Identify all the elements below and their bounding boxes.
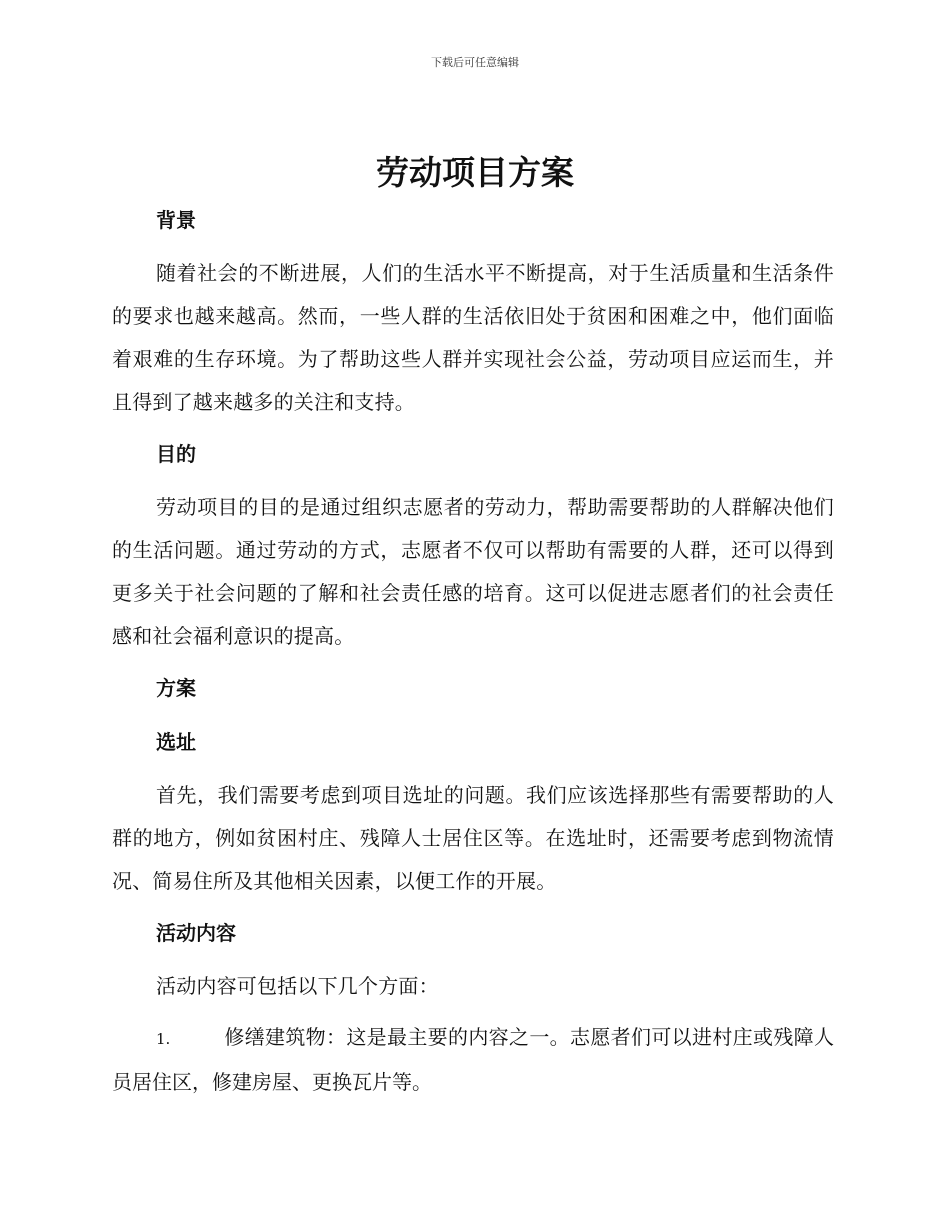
paragraph-background: 随着社会的不断进展，人们的生活水平不断提高，对于生活质量和生活条件的要求也越来越高。然而，一些人群的生活依旧处于贫困和困难之中，他们面临着艰难的生存环境。为了帮助这些人群并实现社会公益，劳动项目应运而生，并且得到了越来越多的关注和支持。	[112, 261, 834, 414]
section-heading-background: 背景	[156, 208, 196, 232]
paragraph-activity-intro: 活动内容可包括以下几个方面：	[156, 974, 439, 998]
paragraph-purpose: 劳动项目的目的是通过组织志愿者的劳动力，帮助需要帮助的人群解决他们的生活问题。通过劳动的方式，志愿者不仅可以帮助有需要的人群，还可以得到更多关于社会问题的了解和社会责任感的培育。这可以促进志愿者们的社会责任感和社会福利意识的提高。	[112, 495, 834, 648]
list-item	[112, 1016, 834, 1104]
document-title: 劳动项目方案	[376, 153, 574, 192]
section-heading-purpose: 目的	[156, 442, 196, 466]
paragraph-site: 首先，我们需要考虑到项目选址的问题。我们应该选择那些有需要帮助的人群的地方，例如贫困村庄、残障人士居住区等。在选址时，还需要考虑到物流情况、简易住所及其他相关因素，以便工作的开展。	[112, 783, 834, 893]
header-note: 下载后可任意编辑	[431, 56, 519, 69]
document-body	[112, 198, 834, 1104]
section-heading-site: 选址	[156, 730, 196, 754]
list-item-number: 1.	[156, 1030, 171, 1048]
list-item-text: 修缮建筑物：这是最主要的内容之一。志愿者们可以进村庄或残障人员居住区，修建房屋、更换瓦片等。	[112, 1025, 834, 1094]
section-heading-plan: 方案	[156, 676, 196, 700]
section-heading-activity: 活动内容	[156, 921, 236, 945]
